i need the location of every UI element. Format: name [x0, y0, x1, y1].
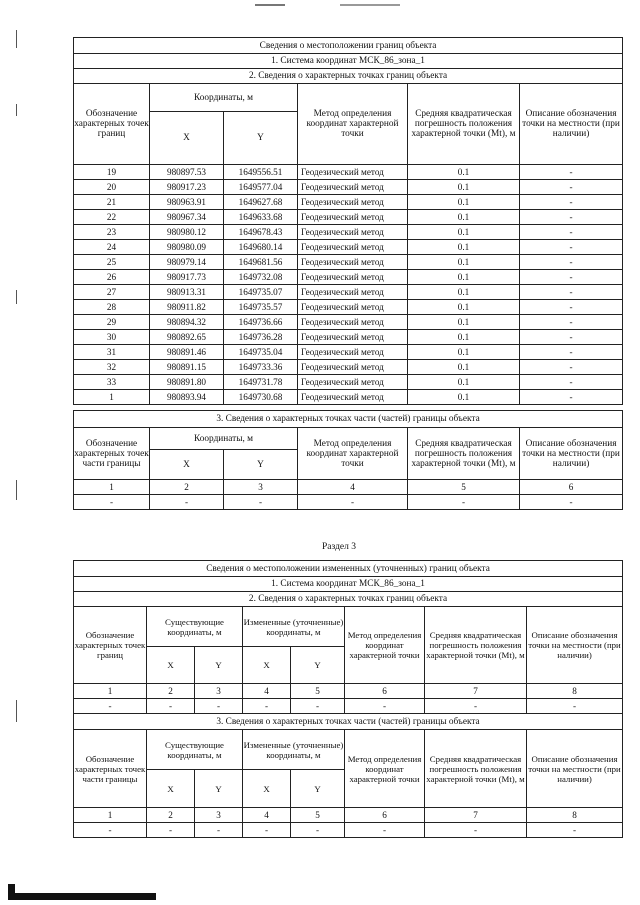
s3-col-point: Обозначение характерных точек границ [74, 607, 147, 684]
scan-artifact-top [340, 4, 400, 6]
col-method: Метод определения координат характерной точки [298, 84, 408, 165]
scan-artifact-left [16, 104, 17, 116]
accuracy: 0.1 [408, 300, 520, 315]
description: - [520, 225, 623, 240]
point-id: 33 [74, 375, 150, 390]
column-number: 3 [224, 480, 298, 495]
s3-part-col-x-existing: X [147, 770, 195, 808]
method: Геодезический метод [298, 285, 408, 300]
scan-artifact-left [16, 290, 17, 304]
s3-part-col-accuracy: Средняя квадратическая погрешность положения характерной точки (Mt), м [425, 730, 527, 808]
part-boundary-table [73, 410, 623, 510]
s3-col-description: Описание обозначения точки на местности (при наличии) [527, 607, 623, 684]
method: Геодезический метод [298, 330, 408, 345]
accuracy: 0.1 [408, 315, 520, 330]
accuracy: 0.1 [408, 375, 520, 390]
accuracy: 0.1 [408, 360, 520, 375]
coord-x: 980963.91 [150, 195, 224, 210]
s3-part-col-description: Описание обозначения точки на местности (при наличии) [527, 730, 623, 808]
description: - [520, 195, 623, 210]
coordinate-system: 1. Система координат МСК_86_зона_1 [74, 54, 623, 69]
table-row [74, 375, 623, 390]
accuracy: 0.1 [408, 165, 520, 180]
accuracy: 0.1 [408, 210, 520, 225]
empty-cell: - [224, 495, 298, 510]
part-col-point: Обозначение характерных точек части границы [74, 428, 150, 480]
part-col-y: Y [224, 450, 298, 480]
coord-x: 980980.12 [150, 225, 224, 240]
method: Геодезический метод [298, 375, 408, 390]
s3-col-existing: Существующие координаты, м [147, 607, 243, 647]
description: - [520, 300, 623, 315]
point-id: 32 [74, 360, 150, 375]
method: Геодезический метод [298, 255, 408, 270]
empty-cell: - [147, 823, 195, 838]
empty-cell: - [345, 699, 425, 714]
description: - [520, 255, 623, 270]
section3-coordinate-system: 1. Система координат МСК_86_зона_1 [74, 577, 623, 592]
accuracy: 0.1 [408, 285, 520, 300]
column-number: 4 [243, 808, 291, 823]
part-section-title: 3. Сведения о характерных точках части (частей) границы объекта [74, 411, 623, 428]
part-col-x: X [150, 450, 224, 480]
s3-part-col-y-existing: Y [195, 770, 243, 808]
empty-cell: - [195, 823, 243, 838]
empty-cell: - [425, 699, 527, 714]
accuracy: 0.1 [408, 225, 520, 240]
s3-part-col-point: Обозначение характерных точек части границы [74, 730, 147, 808]
column-number: 3 [195, 808, 243, 823]
col-description: Описание обозначения точки на местности (при наличии) [520, 84, 623, 165]
method: Геодезический метод [298, 165, 408, 180]
point-id: 19 [74, 165, 150, 180]
description: - [520, 375, 623, 390]
point-id: 31 [74, 345, 150, 360]
point-id: 25 [74, 255, 150, 270]
col-coords: Координаты, м [150, 84, 298, 112]
col-y: Y [224, 112, 298, 165]
coord-x: 980893.94 [150, 390, 224, 405]
method: Геодезический метод [298, 195, 408, 210]
accuracy: 0.1 [408, 195, 520, 210]
description: - [520, 180, 623, 195]
s3-col-accuracy: Средняя квадратическая погрешность положения характерной точки (Mt), м [425, 607, 527, 684]
column-number: 6 [345, 684, 425, 699]
table-row [74, 225, 623, 240]
coord-y: 1649633.68 [224, 210, 298, 225]
scan-artifact-left [16, 480, 17, 500]
description: - [520, 165, 623, 180]
empty-cell: - [243, 699, 291, 714]
column-number: 2 [147, 808, 195, 823]
part-col-accuracy: Средняя квадратическая погрешность положения характерной точки (Mt), м [408, 428, 520, 480]
method: Геодезический метод [298, 225, 408, 240]
scan-artifact-left [16, 700, 17, 722]
accuracy: 0.1 [408, 330, 520, 345]
method: Геодезический метод [298, 240, 408, 255]
column-number: 8 [527, 808, 623, 823]
table-row [74, 330, 623, 345]
method: Геодезический метод [298, 270, 408, 285]
s3-col-x-changed: X [243, 647, 291, 684]
empty-cell: - [147, 699, 195, 714]
empty-cell: - [291, 699, 345, 714]
point-id: 1 [74, 390, 150, 405]
empty-data-row [74, 823, 623, 838]
coord-y: 1649730.68 [224, 390, 298, 405]
column-number: 1 [74, 808, 147, 823]
empty-data-row [74, 495, 623, 510]
s3-part-title: 3. Сведения о характерных точках части (частей) границы объекта [74, 714, 623, 730]
description: - [520, 330, 623, 345]
coord-x: 980891.46 [150, 345, 224, 360]
method: Геодезический метод [298, 360, 408, 375]
table-row [74, 210, 623, 225]
coord-y: 1649627.68 [224, 195, 298, 210]
empty-cell: - [345, 823, 425, 838]
point-id: 27 [74, 285, 150, 300]
column-number: 3 [195, 684, 243, 699]
column-number-row [74, 808, 623, 823]
coord-y: 1649733.36 [224, 360, 298, 375]
table-row [74, 165, 623, 180]
changed-boundary-table [73, 560, 623, 838]
point-id: 28 [74, 300, 150, 315]
method: Геодезический метод [298, 300, 408, 315]
description: - [520, 390, 623, 405]
col-x: X [150, 112, 224, 165]
description: - [520, 240, 623, 255]
point-id: 24 [74, 240, 150, 255]
empty-cell: - [150, 495, 224, 510]
method: Геодезический метод [298, 315, 408, 330]
s3-part-col-existing: Существующие координаты, м [147, 730, 243, 770]
section3-heading: Раздел 3 [322, 542, 356, 552]
coord-x: 980911.82 [150, 300, 224, 315]
section3-points-title: 2. Сведения о характерных точках границ объекта [74, 592, 623, 607]
table-row [74, 300, 623, 315]
coord-y: 1649731.78 [224, 375, 298, 390]
coord-y: 1649735.04 [224, 345, 298, 360]
column-number: 2 [147, 684, 195, 699]
empty-cell: - [408, 495, 520, 510]
points-body [74, 165, 623, 405]
column-number: 5 [291, 808, 345, 823]
empty-cell: - [195, 699, 243, 714]
accuracy: 0.1 [408, 345, 520, 360]
table-row [74, 255, 623, 270]
table-row [74, 285, 623, 300]
s3-col-changed: Измененные (уточненные) координаты, м [243, 607, 345, 647]
coord-y: 1649736.66 [224, 315, 298, 330]
description: - [520, 210, 623, 225]
column-number: 8 [527, 684, 623, 699]
coord-x: 980967.34 [150, 210, 224, 225]
column-number: 7 [425, 808, 527, 823]
s3-col-y-existing: Y [195, 647, 243, 684]
method: Геодезический метод [298, 345, 408, 360]
coord-x: 980979.14 [150, 255, 224, 270]
table-row [74, 180, 623, 195]
part-col-coords: Координаты, м [150, 428, 298, 450]
coord-x: 980917.73 [150, 270, 224, 285]
part-col-description: Описание обозначения точки на местности (при наличии) [520, 428, 623, 480]
column-number: 1 [74, 684, 147, 699]
coord-x: 980980.09 [150, 240, 224, 255]
coord-y: 1649736.28 [224, 330, 298, 345]
empty-cell: - [74, 495, 150, 510]
scan-artifact-left [16, 30, 17, 48]
empty-cell: - [527, 823, 623, 838]
coord-x: 980897.53 [150, 165, 224, 180]
s3-col-x-existing: X [147, 647, 195, 684]
accuracy: 0.1 [408, 270, 520, 285]
description: - [520, 270, 623, 285]
column-number-row [74, 684, 623, 699]
coord-x: 980917.23 [150, 180, 224, 195]
table-row [74, 390, 623, 405]
column-number: 6 [520, 480, 623, 495]
points-section-title: 2. Сведения о характерных точках границ объекта [74, 69, 623, 84]
column-number: 4 [298, 480, 408, 495]
point-id: 30 [74, 330, 150, 345]
table-row [74, 240, 623, 255]
point-id: 29 [74, 315, 150, 330]
empty-cell: - [527, 699, 623, 714]
table-row [74, 345, 623, 360]
s3-col-method: Метод определения координат характерной точки [345, 607, 425, 684]
s3-part-col-changed: Измененные (уточненные) координаты, м [243, 730, 345, 770]
method: Геодезический метод [298, 180, 408, 195]
accuracy: 0.1 [408, 180, 520, 195]
description: - [520, 345, 623, 360]
accuracy: 0.1 [408, 255, 520, 270]
column-number: 5 [408, 480, 520, 495]
empty-cell: - [74, 699, 147, 714]
point-id: 26 [74, 270, 150, 285]
table-row [74, 315, 623, 330]
coord-x: 980891.15 [150, 360, 224, 375]
scan-corner-mark [8, 893, 156, 900]
empty-data-row [74, 699, 623, 714]
empty-cell: - [425, 823, 527, 838]
coord-y: 1649735.57 [224, 300, 298, 315]
column-number: 1 [74, 480, 150, 495]
s3-part-col-y-changed: Y [291, 770, 345, 808]
column-number: 4 [243, 684, 291, 699]
boundary-table [73, 37, 623, 405]
column-number: 2 [150, 480, 224, 495]
coord-x: 980913.31 [150, 285, 224, 300]
empty-cell: - [74, 823, 147, 838]
coord-y: 1649680.14 [224, 240, 298, 255]
point-id: 20 [74, 180, 150, 195]
table-row [74, 270, 623, 285]
part-col-method: Метод определения координат характерной точки [298, 428, 408, 480]
coord-y: 1649732.08 [224, 270, 298, 285]
accuracy: 0.1 [408, 390, 520, 405]
coord-y: 1649678.43 [224, 225, 298, 240]
empty-cell: - [291, 823, 345, 838]
s3-part-col-method: Метод определения координат характерной точки [345, 730, 425, 808]
column-number: 5 [291, 684, 345, 699]
coord-x: 980894.32 [150, 315, 224, 330]
section3-title: Сведения о местоположении измененных (уточненных) границ объекта [74, 561, 623, 577]
table-row [74, 195, 623, 210]
table-row [74, 360, 623, 375]
empty-cell: - [520, 495, 623, 510]
s3-col-y-changed: Y [291, 647, 345, 684]
coord-y: 1649556.51 [224, 165, 298, 180]
description: - [520, 315, 623, 330]
coord-x: 980891.80 [150, 375, 224, 390]
coord-y: 1649735.07 [224, 285, 298, 300]
column-number-row [74, 480, 623, 495]
method: Геодезический метод [298, 390, 408, 405]
description: - [520, 360, 623, 375]
description: - [520, 285, 623, 300]
point-id: 21 [74, 195, 150, 210]
point-id: 22 [74, 210, 150, 225]
empty-cell: - [298, 495, 408, 510]
column-number: 6 [345, 808, 425, 823]
empty-cell: - [243, 823, 291, 838]
method: Геодезический метод [298, 210, 408, 225]
point-id: 23 [74, 225, 150, 240]
s3-part-col-x-changed: X [243, 770, 291, 808]
col-accuracy: Средняя квадратическая погрешность положения характерной точки (Mt), м [408, 84, 520, 165]
scan-artifact-top [255, 4, 285, 6]
table-title: Сведения о местоположении границ объекта [74, 38, 623, 54]
coord-x: 980892.65 [150, 330, 224, 345]
column-number: 7 [425, 684, 527, 699]
coord-y: 1649681.56 [224, 255, 298, 270]
col-point: Обозначение характерных точек границ [74, 84, 150, 165]
accuracy: 0.1 [408, 240, 520, 255]
coord-y: 1649577.04 [224, 180, 298, 195]
